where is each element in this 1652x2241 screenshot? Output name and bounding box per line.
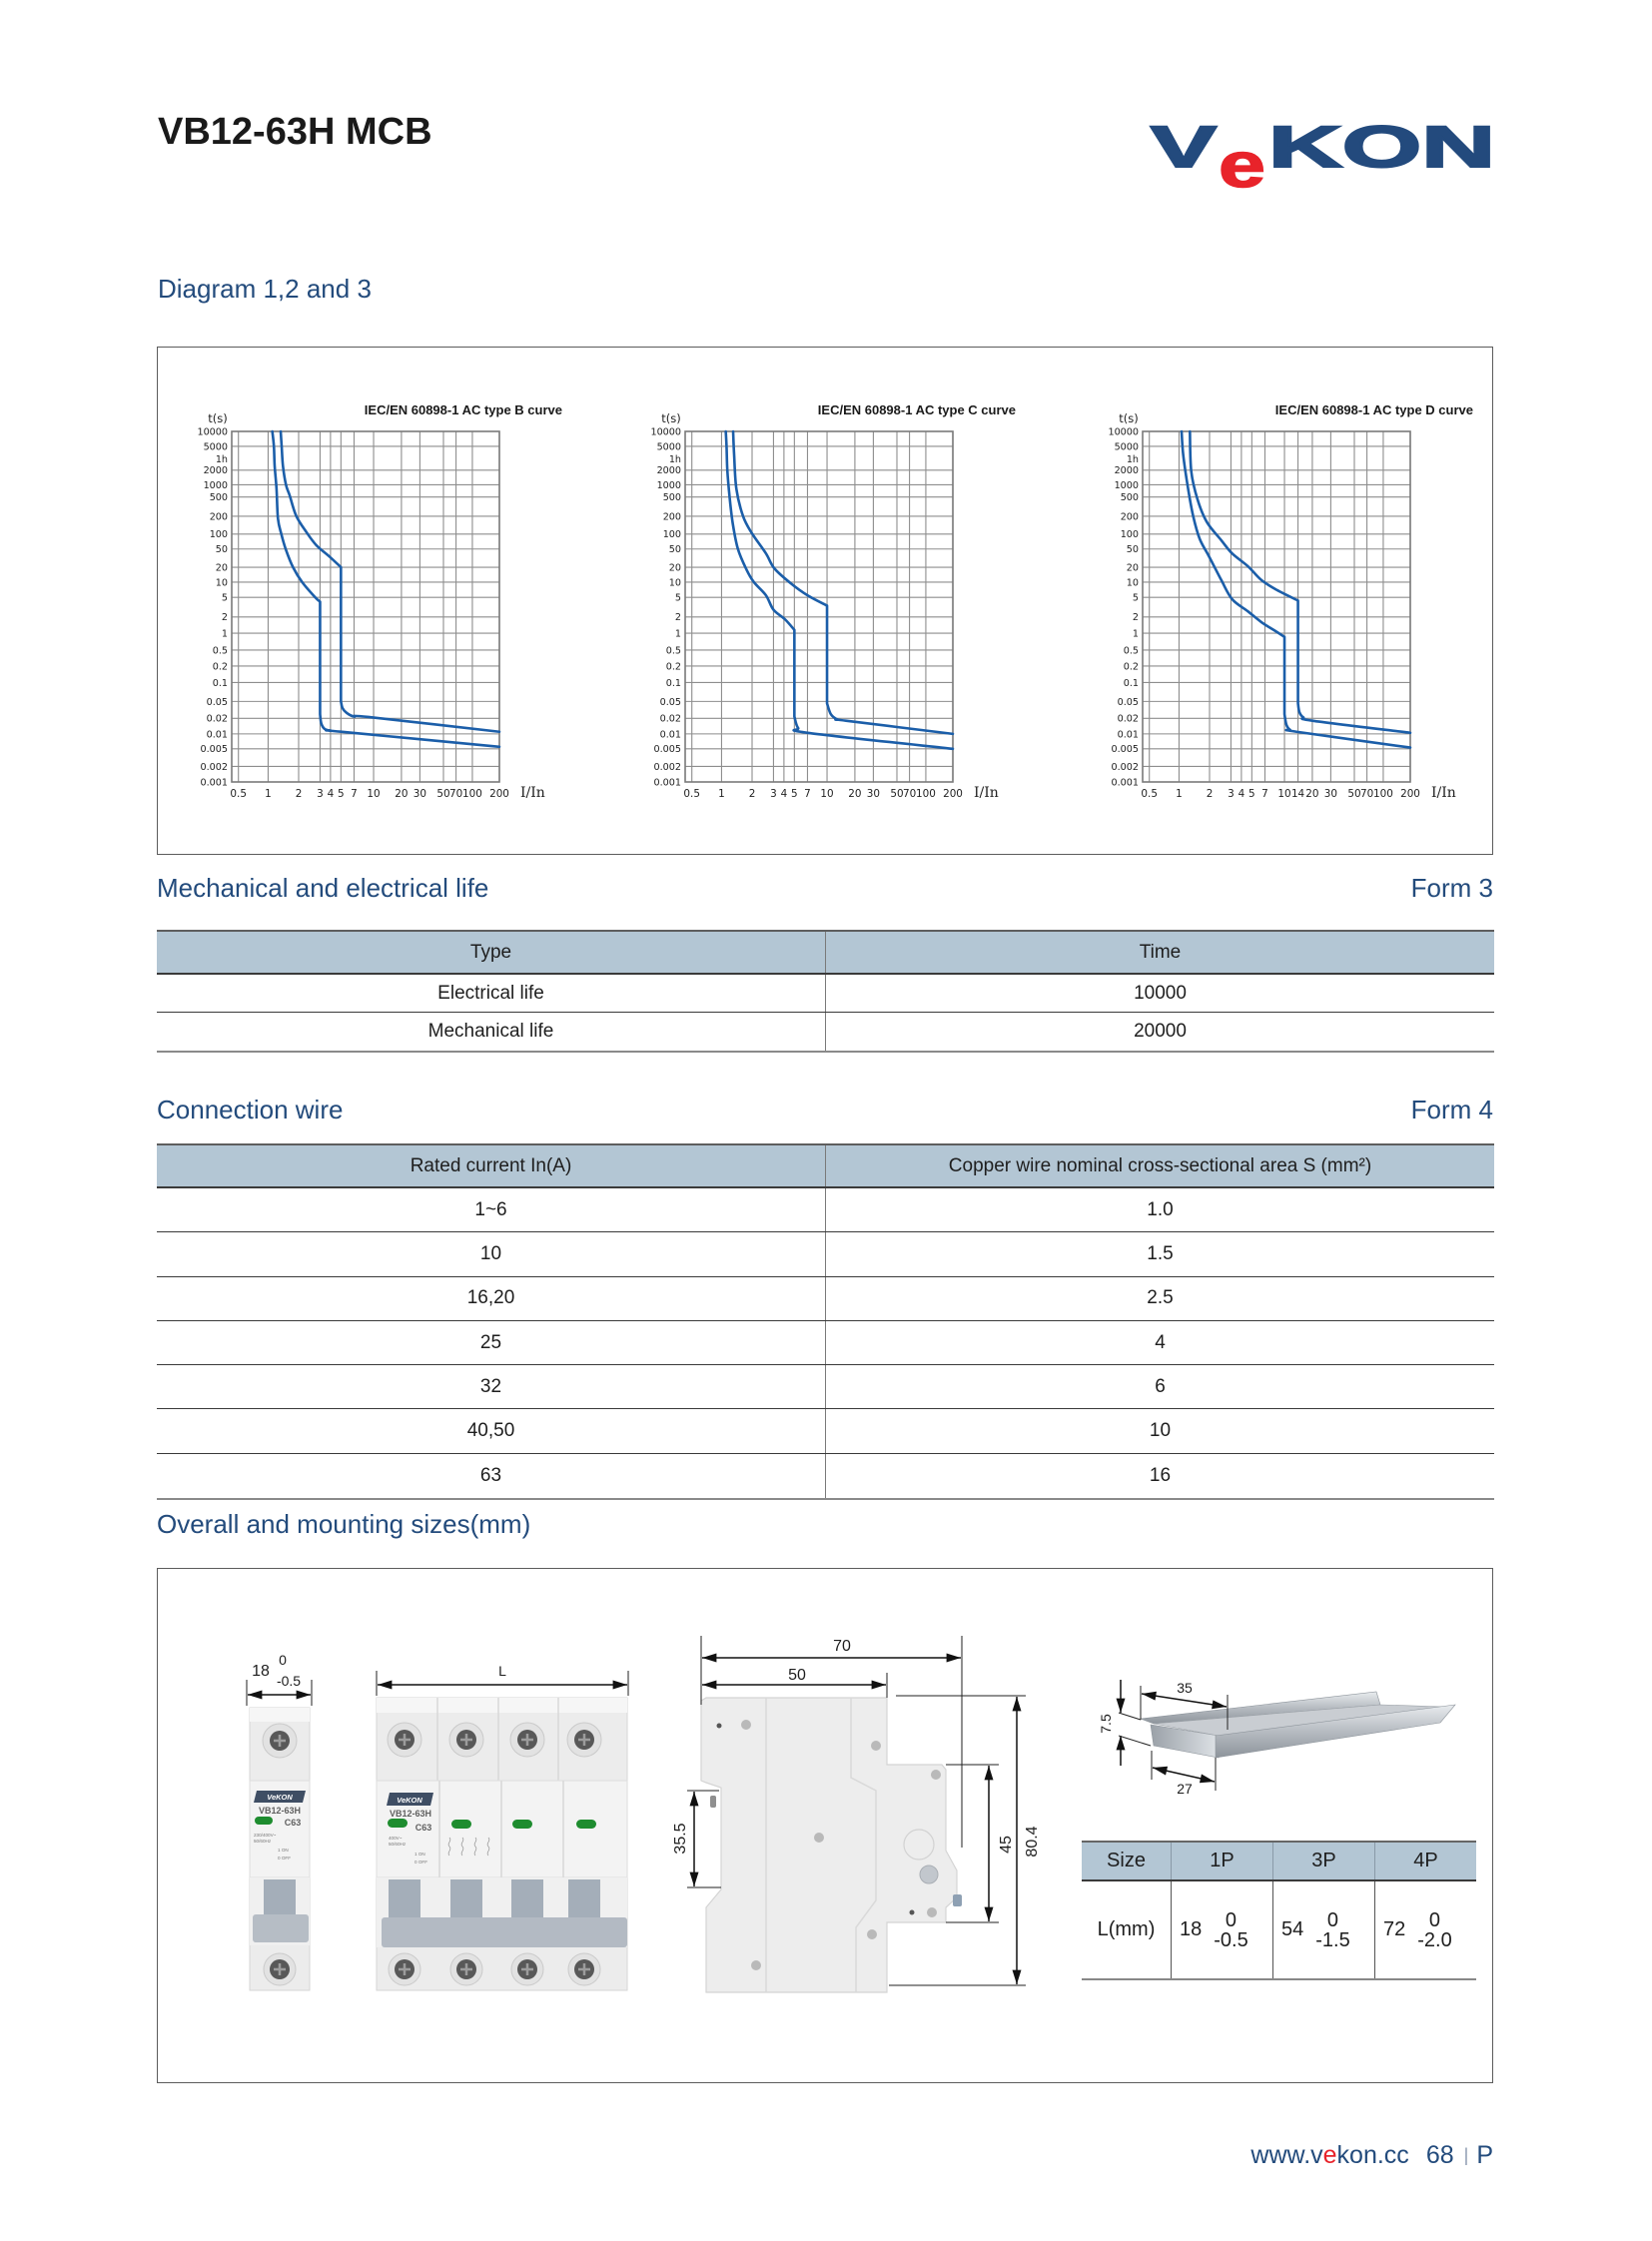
wire-table xyxy=(157,1143,1494,1500)
y-tick-label: 0.2 xyxy=(665,661,681,673)
y-tick-label: 0.02 xyxy=(659,713,681,725)
x-tick-label: 200 xyxy=(1400,788,1420,800)
device-switch-on: 1 ON xyxy=(414,1852,425,1857)
table-row xyxy=(157,1409,1494,1453)
x-tick-label: 0.5 xyxy=(683,788,700,800)
website-suffix: kon.cc xyxy=(1336,2141,1409,2169)
mcb-4p-front-view xyxy=(377,1698,627,1990)
y-tick-label: 0.5 xyxy=(665,645,681,657)
device-frequency: 50/60Hz xyxy=(389,1842,407,1847)
dim-label: 18 xyxy=(252,1663,270,1680)
x-tick-label: 100 xyxy=(1373,788,1393,800)
y-tick-label: 0.05 xyxy=(659,696,681,708)
y-tick-label: 50 xyxy=(1126,544,1139,556)
size-cell-4p xyxy=(1374,1881,1476,1978)
website-link[interactable] xyxy=(1250,2141,1408,2169)
chart-title: IEC/EN 60898-1 AC type B curve xyxy=(364,402,562,417)
x-tick-label: 50 xyxy=(1347,788,1361,800)
toggle-handle xyxy=(568,1879,600,1921)
dim-label: 35.5 xyxy=(672,1823,689,1855)
x-tick-label: 4 xyxy=(1238,788,1245,800)
table-cell: 1.5 xyxy=(1147,1242,1174,1264)
x-tick-label: 70 xyxy=(902,788,917,800)
logo-letter-e: e xyxy=(1219,129,1265,196)
size-table xyxy=(1082,1841,1476,1980)
y-tick-label: 1h xyxy=(668,453,681,465)
table-row xyxy=(157,975,1494,1013)
x-tick-label: 2 xyxy=(295,788,303,800)
y-tick-label: 0.001 xyxy=(653,777,681,789)
table-cell: 10000 xyxy=(1134,982,1187,1004)
form-label-3: Form 3 xyxy=(1410,873,1493,903)
y-tick-label: 5000 xyxy=(656,441,681,453)
y-tick-label: 2 xyxy=(221,612,228,624)
x-tick-label: 4 xyxy=(780,788,788,800)
y-tick-label: 0.5 xyxy=(212,645,228,657)
y-tick-label: 5000 xyxy=(203,441,228,453)
table-cell: 32 xyxy=(157,1365,826,1408)
y-tick-label: 0.01 xyxy=(1117,729,1139,741)
x-tick-label: 3 xyxy=(1228,788,1235,800)
x-tick-label: 10 xyxy=(367,788,381,800)
status-led xyxy=(512,1820,532,1829)
x-axis-label: I/In xyxy=(974,785,999,801)
x-tick-label: 7 xyxy=(804,788,811,800)
toggle-handle xyxy=(511,1879,543,1921)
table-cell: 1.0 xyxy=(1147,1198,1174,1220)
tolerance-lower: -2.0 xyxy=(1417,1928,1452,1951)
y-tick-label: 1000 xyxy=(656,479,681,491)
section-heading-wire: Connection wire xyxy=(157,1095,344,1124)
device-rating: C63 xyxy=(284,1818,302,1828)
y-tick-label: 20 xyxy=(215,562,228,574)
website-prefix: www.v xyxy=(1250,2141,1323,2169)
x-tick-label: 20 xyxy=(1305,788,1319,800)
plot-frame xyxy=(232,431,499,782)
handle-tie-bar xyxy=(382,1917,627,1947)
dim-label: 27 xyxy=(1177,1781,1193,1797)
y-tick-label: 1000 xyxy=(1114,479,1139,491)
y-tick-label: 1000 xyxy=(203,479,228,491)
x-tick-label: 70 xyxy=(1359,788,1374,800)
y-tick-label: 0.01 xyxy=(659,729,681,741)
x-tick-label: 100 xyxy=(462,788,482,800)
section-heading-diagram: Diagram 1,2 and 3 xyxy=(158,274,372,304)
device-voltage: 230/400V~ xyxy=(254,1833,277,1838)
table-cell: 6 xyxy=(1155,1375,1166,1397)
dim-label: 80.4 xyxy=(1024,1826,1041,1858)
table-header-row xyxy=(157,932,1494,975)
toggle-handle xyxy=(389,1879,420,1921)
y-tick-label: 50 xyxy=(215,544,228,556)
x-tick-label: 10 xyxy=(820,788,834,800)
section-heading-life: Mechanical and electrical life xyxy=(157,873,489,903)
y-tick-label: 1h xyxy=(1126,453,1139,465)
dim-label: 45 xyxy=(998,1836,1015,1854)
column-header-type: Type xyxy=(157,932,826,973)
page-footer xyxy=(1250,2143,1493,2168)
tolerance-lower: -0.5 xyxy=(1214,1928,1248,1951)
x-tick-label: 2 xyxy=(748,788,756,800)
tolerance-lower: -1.5 xyxy=(1315,1928,1350,1951)
column-header-cross-section: Copper wire nominal cross-sectional area S (mm²) xyxy=(948,1154,1372,1176)
page-title: VB12-63H MCB xyxy=(158,111,432,153)
device-frequency: 50/60Hz xyxy=(254,1839,272,1844)
y-tick-label: 0.001 xyxy=(1111,777,1139,789)
y-tick-label: 0.002 xyxy=(653,761,681,773)
dim-label: 50 xyxy=(788,1667,806,1684)
table-cell: 25 xyxy=(157,1321,826,1364)
size-value: 54 xyxy=(1281,1918,1304,1940)
y-tick-label: 0.002 xyxy=(1111,761,1139,773)
status-led xyxy=(451,1820,471,1829)
y-tick-label: 1 xyxy=(674,628,681,640)
table-header-row xyxy=(157,1145,1494,1188)
chart-grid xyxy=(232,431,499,782)
y-tick-label: 10000 xyxy=(650,426,681,438)
y-tick-label: 10000 xyxy=(1108,426,1139,438)
y-tick-label: 0.005 xyxy=(200,744,228,756)
x-axis-label: I/In xyxy=(520,785,545,801)
dim-label: 70 xyxy=(833,1638,851,1655)
table-row xyxy=(157,1013,1494,1051)
dimension-1p-width xyxy=(247,1652,312,1706)
chart-type-d-curve xyxy=(1063,391,1482,811)
x-tick-label: 1 xyxy=(718,788,725,800)
chart-type-c-curve xyxy=(605,391,1025,811)
x-tick-label: 7 xyxy=(1261,788,1268,800)
y-tick-label: 2 xyxy=(1132,612,1139,624)
toggle-handle xyxy=(264,1879,296,1919)
x-tick-label: 4 xyxy=(327,788,335,800)
device-rating: C63 xyxy=(414,1823,432,1833)
y-tick-label: 0.005 xyxy=(653,744,681,756)
y-axis-label: t(s) xyxy=(661,411,681,425)
x-tick-label: 1 xyxy=(265,788,272,800)
y-tick-label: 500 xyxy=(662,492,681,504)
size-value: 72 xyxy=(1383,1918,1406,1940)
x-tick-label: 20 xyxy=(848,788,862,800)
device-brand: VeKON xyxy=(397,1796,422,1805)
y-tick-label: 2000 xyxy=(1114,465,1139,477)
x-tick-label: 3 xyxy=(317,788,324,800)
y-tick-label: 0.1 xyxy=(212,677,228,689)
table-cell: 16 xyxy=(1149,1464,1172,1486)
device-switch-on: 1 ON xyxy=(278,1848,289,1853)
side-lever xyxy=(953,1894,962,1906)
y-tick-label: 100 xyxy=(209,529,228,541)
y-tick-label: 0.005 xyxy=(1111,744,1139,756)
y-tick-label: 10 xyxy=(1126,577,1139,589)
dim-tolerance-upper: 0 xyxy=(279,1652,287,1668)
y-tick-label: 20 xyxy=(1126,562,1139,574)
table-cell: 4 xyxy=(1155,1331,1166,1353)
y-tick-label: 0.05 xyxy=(1117,696,1139,708)
y-tick-label: 200 xyxy=(1120,511,1139,523)
x-tick-label: 5 xyxy=(1248,788,1255,800)
y-tick-label: 1h xyxy=(215,453,228,465)
y-tick-label: 0.2 xyxy=(212,661,228,673)
device-brand: VeKON xyxy=(267,1793,293,1802)
page-number: 68 xyxy=(1425,2141,1454,2169)
x-tick-label: 200 xyxy=(489,788,509,800)
y-tick-label: 10 xyxy=(668,577,681,589)
dimension-length xyxy=(377,1663,628,1696)
y-tick-label: 500 xyxy=(209,492,228,504)
form-label-4: Form 4 xyxy=(1410,1095,1493,1124)
curve-upper xyxy=(281,431,499,732)
dim-label: 7.5 xyxy=(1098,1714,1114,1734)
curve-lower xyxy=(273,431,499,747)
y-tick-label: 0.02 xyxy=(1117,713,1139,725)
chart-title: IEC/EN 60898-1 AC type D curve xyxy=(1274,402,1473,417)
y-tick-label: 5000 xyxy=(1114,441,1139,453)
y-axis-label: t(s) xyxy=(1119,411,1139,425)
toggle-handle xyxy=(450,1879,482,1921)
y-tick-label: 2000 xyxy=(656,465,681,477)
table-row xyxy=(1082,1881,1476,1978)
column-header-1p: 1P xyxy=(1171,1843,1272,1879)
row-label: L(mm) xyxy=(1097,1918,1156,1940)
x-tick-label: 5 xyxy=(338,788,345,800)
y-tick-label: 5 xyxy=(674,592,681,604)
x-tick-label: 1 xyxy=(1176,788,1183,800)
table-row xyxy=(157,1365,1494,1409)
x-tick-label: 0.5 xyxy=(230,788,247,800)
x-tick-label: 7 xyxy=(351,788,358,800)
terminal-screw-icon xyxy=(264,1953,296,1985)
footer-separator: | xyxy=(1463,2145,1469,2165)
table-cell: 2.5 xyxy=(1147,1287,1174,1309)
dimension-drawings xyxy=(157,1568,1493,2083)
device-switch-off: 0 OFF xyxy=(278,1856,292,1861)
curve-lower xyxy=(1182,431,1410,748)
table-row xyxy=(157,1277,1494,1321)
y-tick-label: 200 xyxy=(662,511,681,523)
y-tick-label: 0.02 xyxy=(206,713,228,725)
status-led xyxy=(388,1819,408,1828)
x-tick-label: 5 xyxy=(791,788,798,800)
y-tick-label: 20 xyxy=(668,562,681,574)
table-row xyxy=(157,1232,1494,1276)
mcb-1p-front-view xyxy=(250,1708,310,1990)
section-heading-sizes: Overall and mounting sizes(mm) xyxy=(157,1509,531,1539)
life-table xyxy=(157,930,1494,1053)
y-tick-label: 5 xyxy=(1132,592,1139,604)
y-tick-label: 0.001 xyxy=(200,777,228,789)
y-axis-label: t(s) xyxy=(208,411,228,425)
y-tick-label: 5 xyxy=(221,592,228,604)
table-row xyxy=(157,1321,1494,1365)
x-tick-label: 50 xyxy=(890,788,904,800)
status-led xyxy=(255,1817,273,1825)
y-tick-label: 2000 xyxy=(203,465,228,477)
device-switch-off: 0 OFF xyxy=(414,1860,428,1865)
x-axis-label: I/In xyxy=(1431,785,1456,801)
x-tick-label: 100 xyxy=(916,788,936,800)
table-cell: Mechanical life xyxy=(157,1013,826,1051)
y-tick-label: 200 xyxy=(209,511,228,523)
x-tick-label: 50 xyxy=(436,788,450,800)
table-cell: Electrical life xyxy=(157,975,826,1012)
website-accent: e xyxy=(1322,2141,1337,2169)
device-model: VB12-63H xyxy=(258,1806,302,1816)
y-tick-label: 0.1 xyxy=(1123,677,1139,689)
logo-letters-kon: KON xyxy=(1268,115,1495,180)
size-cell-3p xyxy=(1272,1881,1374,1978)
din-rail xyxy=(1141,1692,1455,1758)
mcb-side-view xyxy=(701,1698,962,1992)
x-tick-label: 70 xyxy=(448,788,463,800)
chart-title: IEC/EN 60898-1 AC type C curve xyxy=(817,402,1016,417)
dim-tolerance-lower: -0.5 xyxy=(276,1673,302,1689)
table-cell: 40,50 xyxy=(157,1409,826,1452)
x-tick-label: 200 xyxy=(943,788,963,800)
plot-frame xyxy=(1143,431,1410,782)
x-tick-label: 2 xyxy=(1206,788,1214,800)
x-tick-label: 20 xyxy=(395,788,409,800)
table-cell: 16,20 xyxy=(157,1277,826,1320)
y-tick-label: 0.01 xyxy=(206,729,228,741)
table-cell: 1~6 xyxy=(157,1188,826,1231)
y-tick-label: 1 xyxy=(221,628,228,640)
size-value: 18 xyxy=(1180,1918,1203,1940)
tolerance-upper: 0 xyxy=(1326,1908,1339,1931)
size-cell-1p xyxy=(1171,1881,1272,1978)
y-tick-label: 0.5 xyxy=(1123,645,1139,657)
column-header-3p: 3P xyxy=(1272,1843,1374,1879)
column-header-size: Size xyxy=(1107,1850,1146,1871)
column-header-rated-current: Rated current In(A) xyxy=(157,1145,826,1186)
chart-type-b-curve xyxy=(152,391,571,811)
dim-label: 35 xyxy=(1177,1680,1193,1696)
chart-grid xyxy=(1143,431,1410,782)
y-tick-label: 0.2 xyxy=(1123,661,1139,673)
status-led xyxy=(576,1820,596,1829)
table-row xyxy=(157,1188,1494,1232)
y-tick-label: 2 xyxy=(674,612,681,624)
table-row xyxy=(157,1454,1494,1498)
table-header-row xyxy=(1082,1843,1476,1881)
dim-label: L xyxy=(498,1663,506,1679)
tolerance-upper: 0 xyxy=(1428,1908,1441,1931)
page-suffix: P xyxy=(1476,2141,1493,2169)
y-tick-label: 0.002 xyxy=(200,761,228,773)
x-tick-label: 30 xyxy=(1323,788,1338,800)
x-tick-label: 30 xyxy=(866,788,881,800)
table-cell: 20000 xyxy=(1134,1021,1187,1042)
tolerance-upper: 0 xyxy=(1225,1908,1238,1931)
y-tick-label: 500 xyxy=(1120,492,1139,504)
y-tick-label: 100 xyxy=(662,529,681,541)
table-cell: 63 xyxy=(157,1454,826,1498)
y-tick-label: 10000 xyxy=(197,426,228,438)
y-tick-label: 1 xyxy=(1132,628,1139,640)
device-model: VB12-63H xyxy=(389,1809,432,1819)
table-cell: 10 xyxy=(1149,1420,1172,1442)
x-tick-label: 14 xyxy=(1290,788,1305,800)
y-tick-label: 10 xyxy=(215,577,228,589)
x-tick-label: 0.5 xyxy=(1141,788,1158,800)
y-tick-label: 100 xyxy=(1120,529,1139,541)
x-tick-label: 30 xyxy=(413,788,427,800)
table-cell: 10 xyxy=(157,1232,826,1275)
x-tick-label: 3 xyxy=(770,788,777,800)
column-header-time: Time xyxy=(1139,941,1182,963)
y-tick-label: 0.05 xyxy=(206,696,228,708)
brand-logo xyxy=(1144,112,1503,196)
terminal-screw-icon xyxy=(263,1724,297,1758)
x-tick-label: 10 xyxy=(1277,788,1291,800)
y-tick-label: 0.1 xyxy=(665,677,681,689)
device-voltage: 400V~ xyxy=(389,1836,403,1841)
logo-letter-v: V xyxy=(1151,115,1218,180)
y-tick-label: 50 xyxy=(668,544,681,556)
column-header-4p: 4P xyxy=(1374,1843,1476,1879)
